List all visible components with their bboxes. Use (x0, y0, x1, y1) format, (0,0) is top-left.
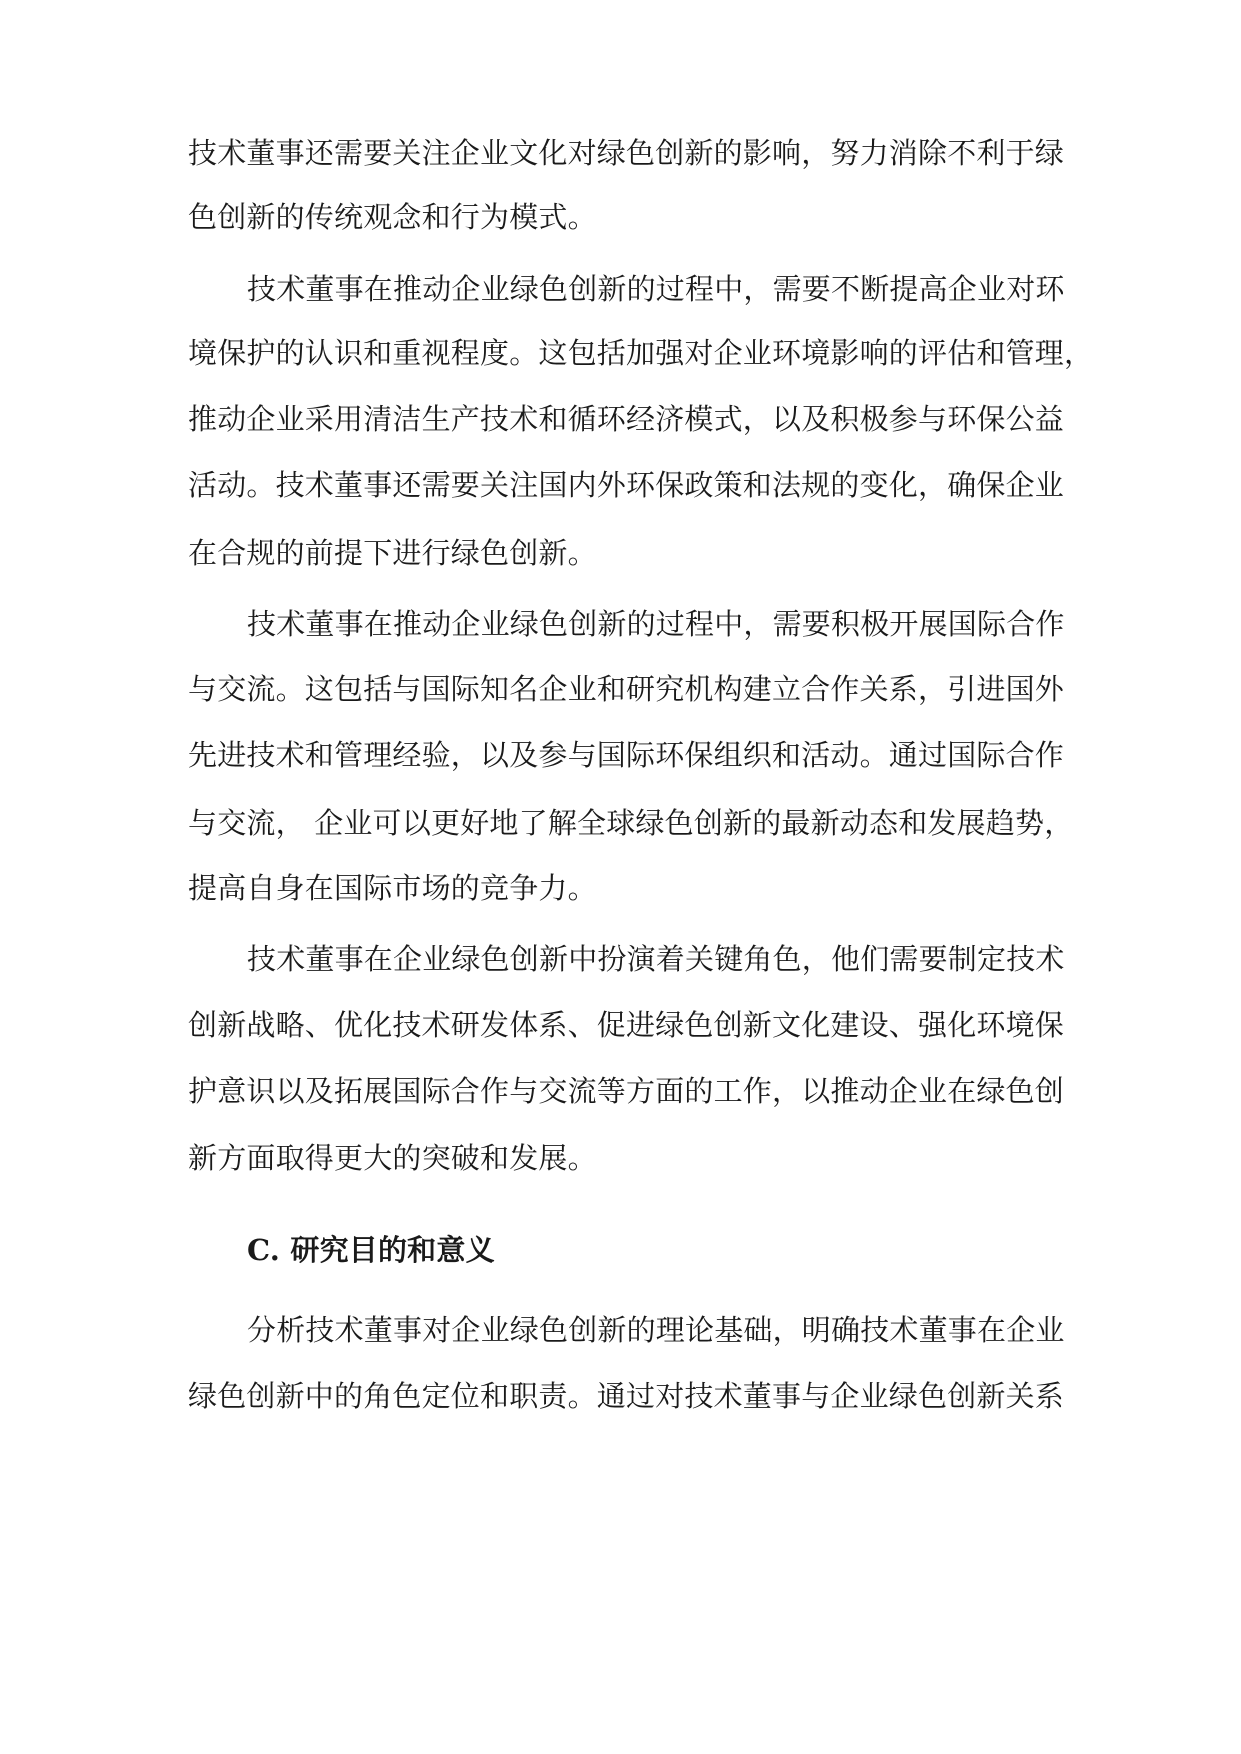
paragraph-2-line-5: 在合规的前提下进行绿色创新。 (188, 536, 597, 570)
paragraph-3-line-2: 与交流。这包括与国际知名企业和研究机构建立合作关系，引进国外 (188, 672, 1065, 706)
section-heading: C. 研究目的和意义 (247, 1233, 495, 1267)
paragraph-2-line-1: 技术董事在推动企业绿色创新的过程中，需要不断提高企业对环 (247, 272, 1065, 306)
paragraph-4-line-3: 护意识以及拓展国际合作与交流等方面的工作，以推动企业在绿色创 (188, 1074, 1065, 1108)
paragraph-2-line-4: 活动。技术董事还需要关注国内外环保政策和法规的变化，确保企业 (188, 468, 1065, 502)
paragraph-1-line-1: 技术董事还需要关注企业文化对绿色创新的影响，努力消除不利于绿 (188, 136, 1065, 170)
paragraph-4-line-4: 新方面取得更大的突破和发展。 (188, 1141, 597, 1175)
paragraph-3-line-1: 技术董事在推动企业绿色创新的过程中，需要积极开展国际合作 (247, 607, 1065, 641)
final-paragraph-line-1: 分析技术董事对企业绿色创新的理论基础，明确技术董事在企业 (247, 1313, 1065, 1347)
paragraph-3-line-3: 先进技术和管理经验，以及参与国际环保组织和活动。通过国际合作 (188, 738, 1065, 772)
paragraph-1-line-2: 色创新的传统观念和行为模式。 (188, 200, 597, 234)
paragraph-4-line-1: 技术董事在企业绿色创新中扮演着关键角色，他们需要制定技术 (247, 942, 1065, 976)
paragraph-2-line-2: 境保护的认识和重视程度。这包括加强对企业环境影响的评估和管理， (188, 336, 1094, 370)
paragraph-2-line-3: 推动企业采用清洁生产技术和循环经济模式，以及积极参与环保公益 (188, 402, 1065, 436)
final-paragraph-line-2: 绿色创新中的角色定位和职责。通过对技术董事与企业绿色创新关系 (188, 1379, 1065, 1413)
paragraph-4-line-2: 创新战略、优化技术研发体系、促进绿色创新文化建设、强化环境保 (188, 1008, 1065, 1042)
paragraph-3-line-5: 提高自身在国际市场的竞争力。 (188, 871, 597, 905)
paragraph-3-line-4: 与交流， 企业可以更好地了解全球绿色创新的最新动态和发展趋势， (188, 806, 1074, 840)
